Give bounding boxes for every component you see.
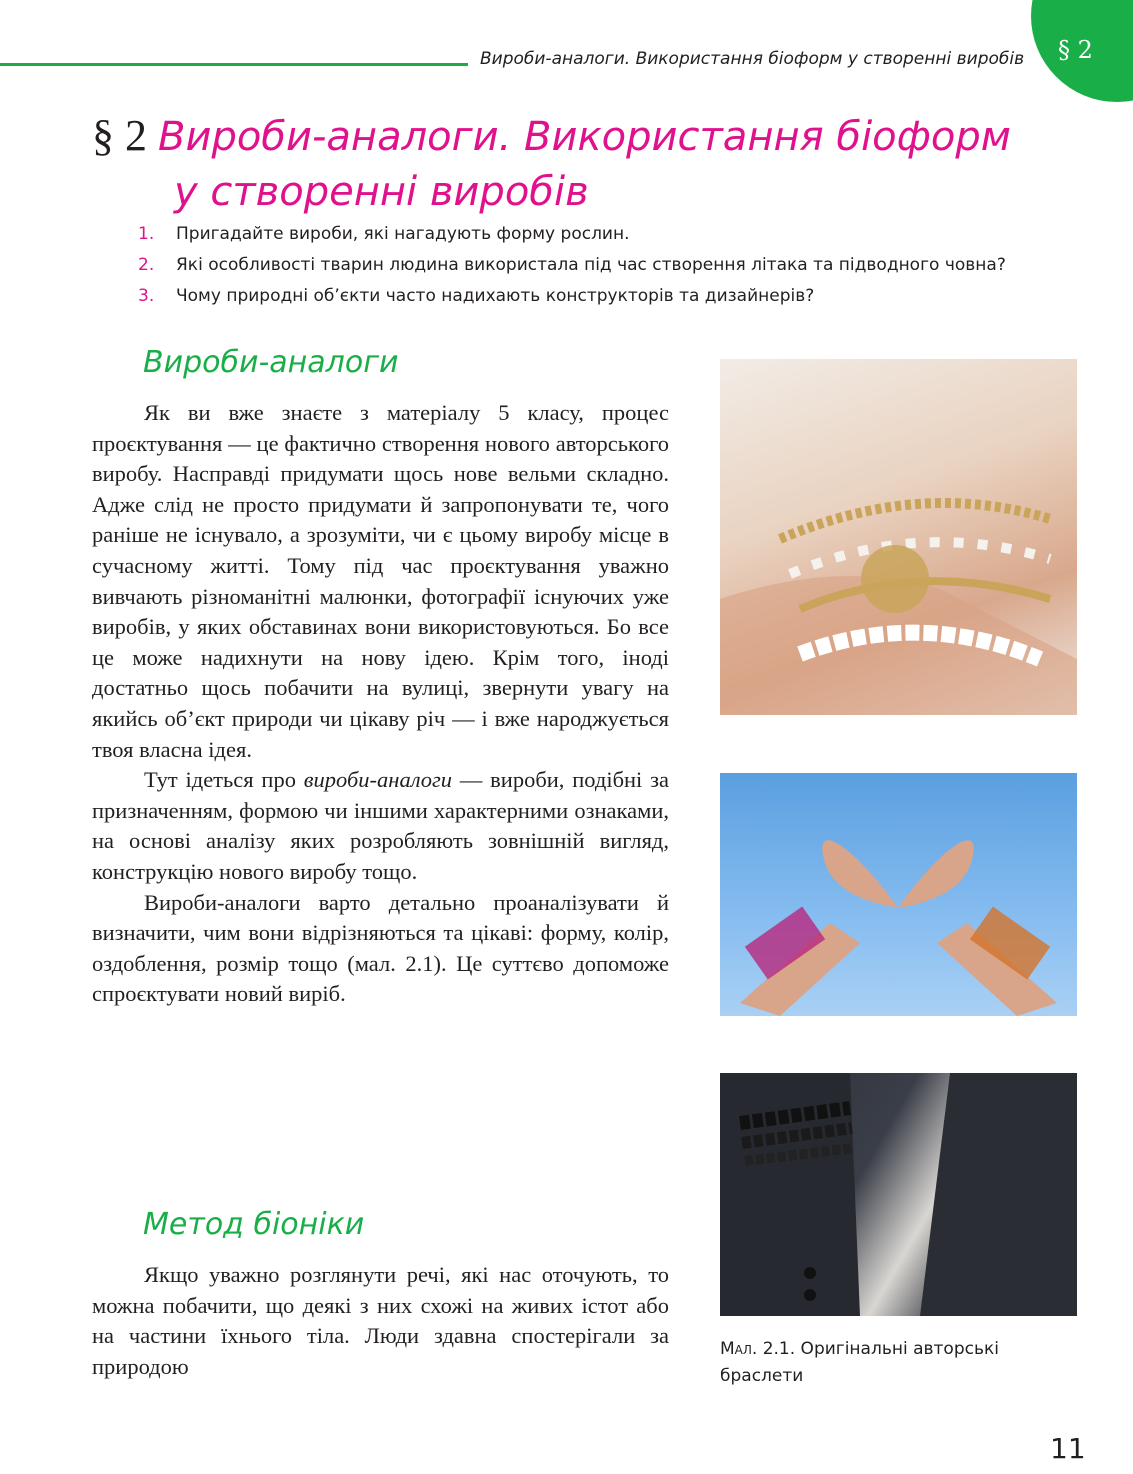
bracelets-photo-wrist xyxy=(720,359,1077,715)
section-analogs-body xyxy=(92,398,669,1010)
paragraph: Як ви вже знаєте з матеріалу 5 класу, процес проєктування — це фактично створення нового авторського виробу. Насправді придумати щось нове вельми складно. Адже слід не просто придумати й запропонувати те, чого раніше не існувало, а зрозуміти, чи є цьому виробу місце в сучасному житті. Тому під час проєктування уважно вивчають різноманітні малюнки, фотографії існуючих уже виробів, у яких обставинах вони використовуються. Бо все це може надихнути на нову ідею. Крім того, іноді достатньо щось побачити на вулиці, звернути увагу на якийсь об’єкт природи чи цікаву річ — і вже народжується твоя власна ідея. xyxy=(92,400,669,762)
question-item xyxy=(138,281,1006,312)
paragraph xyxy=(92,765,669,887)
paragraph: Вироби-аналоги варто детально проаналізувати й визначити, чим вони відрізняються та цікаві: форму, колір, оздоблення, розмір тощо (мал. 2.1). Це суттєво допоможе спроєктувати новий виріб. xyxy=(92,889,669,1007)
bracelets-photo-beads xyxy=(720,1073,1077,1316)
question-text: Чому природні об’єкти часто надихають конструкторів та дизайнерів? xyxy=(176,286,815,306)
title-line-2: у створенні виробів xyxy=(174,169,589,215)
question-text: Які особливості тварин людина використала під час створення літака та підводного човна? xyxy=(176,255,1006,275)
question-item xyxy=(138,250,1006,281)
term-analogs: вироби-аналоги xyxy=(303,767,453,793)
paragraph: Якщо уважно розглянути речі, які нас оточують, то можна побачити, що деякі з них схожі на живих істот або на частини їхнього тіла. Люди здавна спостерігали за природою xyxy=(92,1262,669,1379)
question-number: 2. xyxy=(138,255,155,275)
bracelets-photo-heart-hands xyxy=(720,773,1077,1016)
section-heading-analogs: Вироби-аналоги xyxy=(143,345,399,380)
question-item xyxy=(138,219,1006,250)
caption-label: Мал. 2.1. xyxy=(720,1339,796,1359)
paragraph-text: — вироби, подібні за призначенням, формою чи іншими характерними ознаками, на основі аналізу яких розробляють зовнішній вигляд, конструкцію нового виробу тощо. xyxy=(92,767,669,884)
figure-caption xyxy=(720,1336,1080,1390)
review-questions xyxy=(138,219,1006,312)
question-number: 3. xyxy=(138,286,155,306)
page-number: 11 xyxy=(1050,1432,1086,1465)
header-rule xyxy=(0,63,468,66)
page-title xyxy=(92,108,1011,215)
title-line-1: Вироби-аналоги. Використання біоформ xyxy=(158,114,1011,160)
section-bionics-body xyxy=(92,1260,669,1382)
caption-text: Оригінальні авторські браслети xyxy=(720,1339,999,1386)
section-tab-label: § 2 xyxy=(1058,36,1093,64)
section-heading-bionics: Метод біоніки xyxy=(143,1207,365,1242)
question-text: Пригадайте вироби, які нагадують форму рослин. xyxy=(176,224,630,244)
section-symbol: § 2 xyxy=(92,111,147,160)
running-title: Вироби-аналоги. Використання біоформ у створенні виробів xyxy=(480,49,1025,69)
paragraph-text: Тут ідеться про xyxy=(144,767,304,793)
question-number: 1. xyxy=(138,224,155,244)
